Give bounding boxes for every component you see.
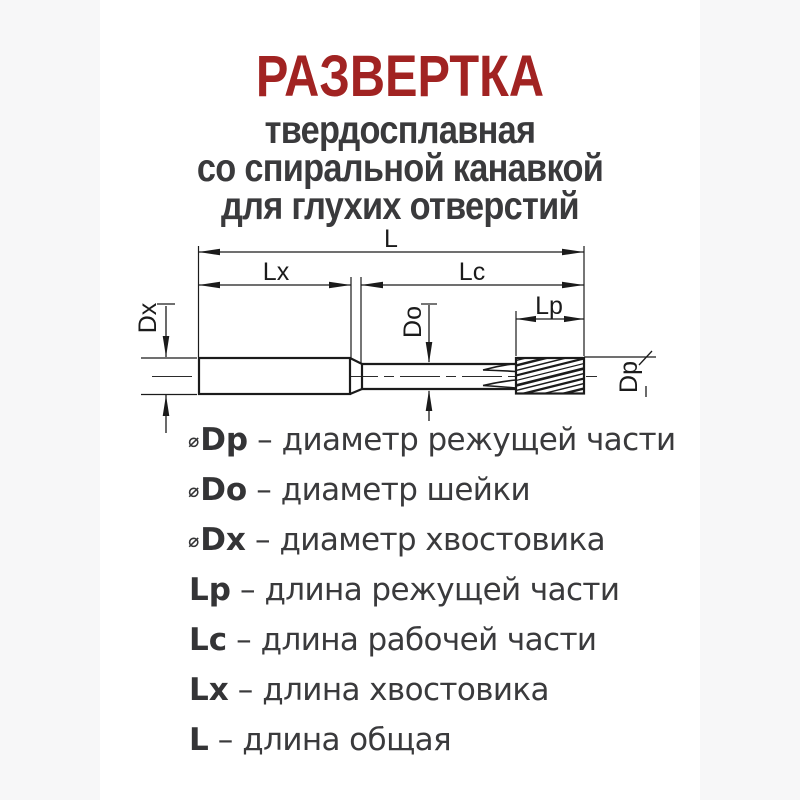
dim-label-Do: Do (399, 306, 427, 338)
diameter-sign: ⌀ (188, 481, 200, 503)
legend-description: диаметр режущей части (281, 422, 676, 458)
legend-description: диаметр шейки (280, 472, 531, 508)
subtitle-line-2: со спиральной канавкой (196, 147, 604, 190)
legend-symbol: Lc (189, 622, 228, 658)
legend-symbol: ⌀Dp (188, 422, 249, 458)
dim-label-Dp: Dp (615, 361, 643, 393)
dim-label-Lx: Lx (262, 258, 290, 286)
legend-separator: – (236, 622, 252, 658)
legend-symbol: L (189, 722, 209, 758)
legend-symbol: ⌀Do (188, 472, 248, 508)
legend-symbol: ⌀Dx (188, 522, 246, 558)
legend-item-lx (188, 665, 700, 715)
diameter-sign: ⌀ (188, 431, 200, 453)
legend-separator: – (239, 572, 256, 608)
legend-separator: – (256, 472, 272, 508)
legend-separator: – (217, 722, 234, 758)
legend-description: длина режущей части (264, 572, 620, 608)
legend-item-lc (188, 615, 700, 665)
legend-item-dx (188, 515, 700, 565)
legend-symbol: Lp (189, 572, 231, 608)
legend-separator: – (237, 672, 254, 708)
legend-description: длина общая (242, 722, 452, 758)
legend-separator: – (257, 422, 273, 458)
diameter-sign: ⌀ (188, 531, 200, 553)
dim-label-Lc: Lc (458, 258, 486, 286)
flute-runout-wedges (483, 364, 516, 389)
subtitle-line-3: для глухих отверстий (221, 185, 579, 228)
legend-item-dp (188, 415, 700, 465)
legend-item-lp (188, 565, 700, 615)
dim-label-Dx: Dx (134, 302, 162, 334)
legend-separator: – (254, 522, 271, 558)
legend-description: диаметр хвостовика (279, 522, 606, 558)
legend-symbol: Lx (189, 672, 229, 708)
legend-description: длина рабочей части (260, 622, 597, 658)
page-title: РАЗВЕРТКА (255, 44, 545, 109)
legend-item-do (188, 465, 700, 515)
dimension-lines (166, 252, 652, 433)
subtitle-line-1: твердосплавная (264, 109, 536, 152)
legend-description: длина хвостовика (262, 672, 549, 708)
dim-label-Lp: Lp (535, 292, 563, 320)
shank-outline (199, 358, 350, 394)
legend (188, 415, 700, 765)
dim-label-L: L (384, 225, 398, 253)
legend-item-l (188, 715, 700, 765)
